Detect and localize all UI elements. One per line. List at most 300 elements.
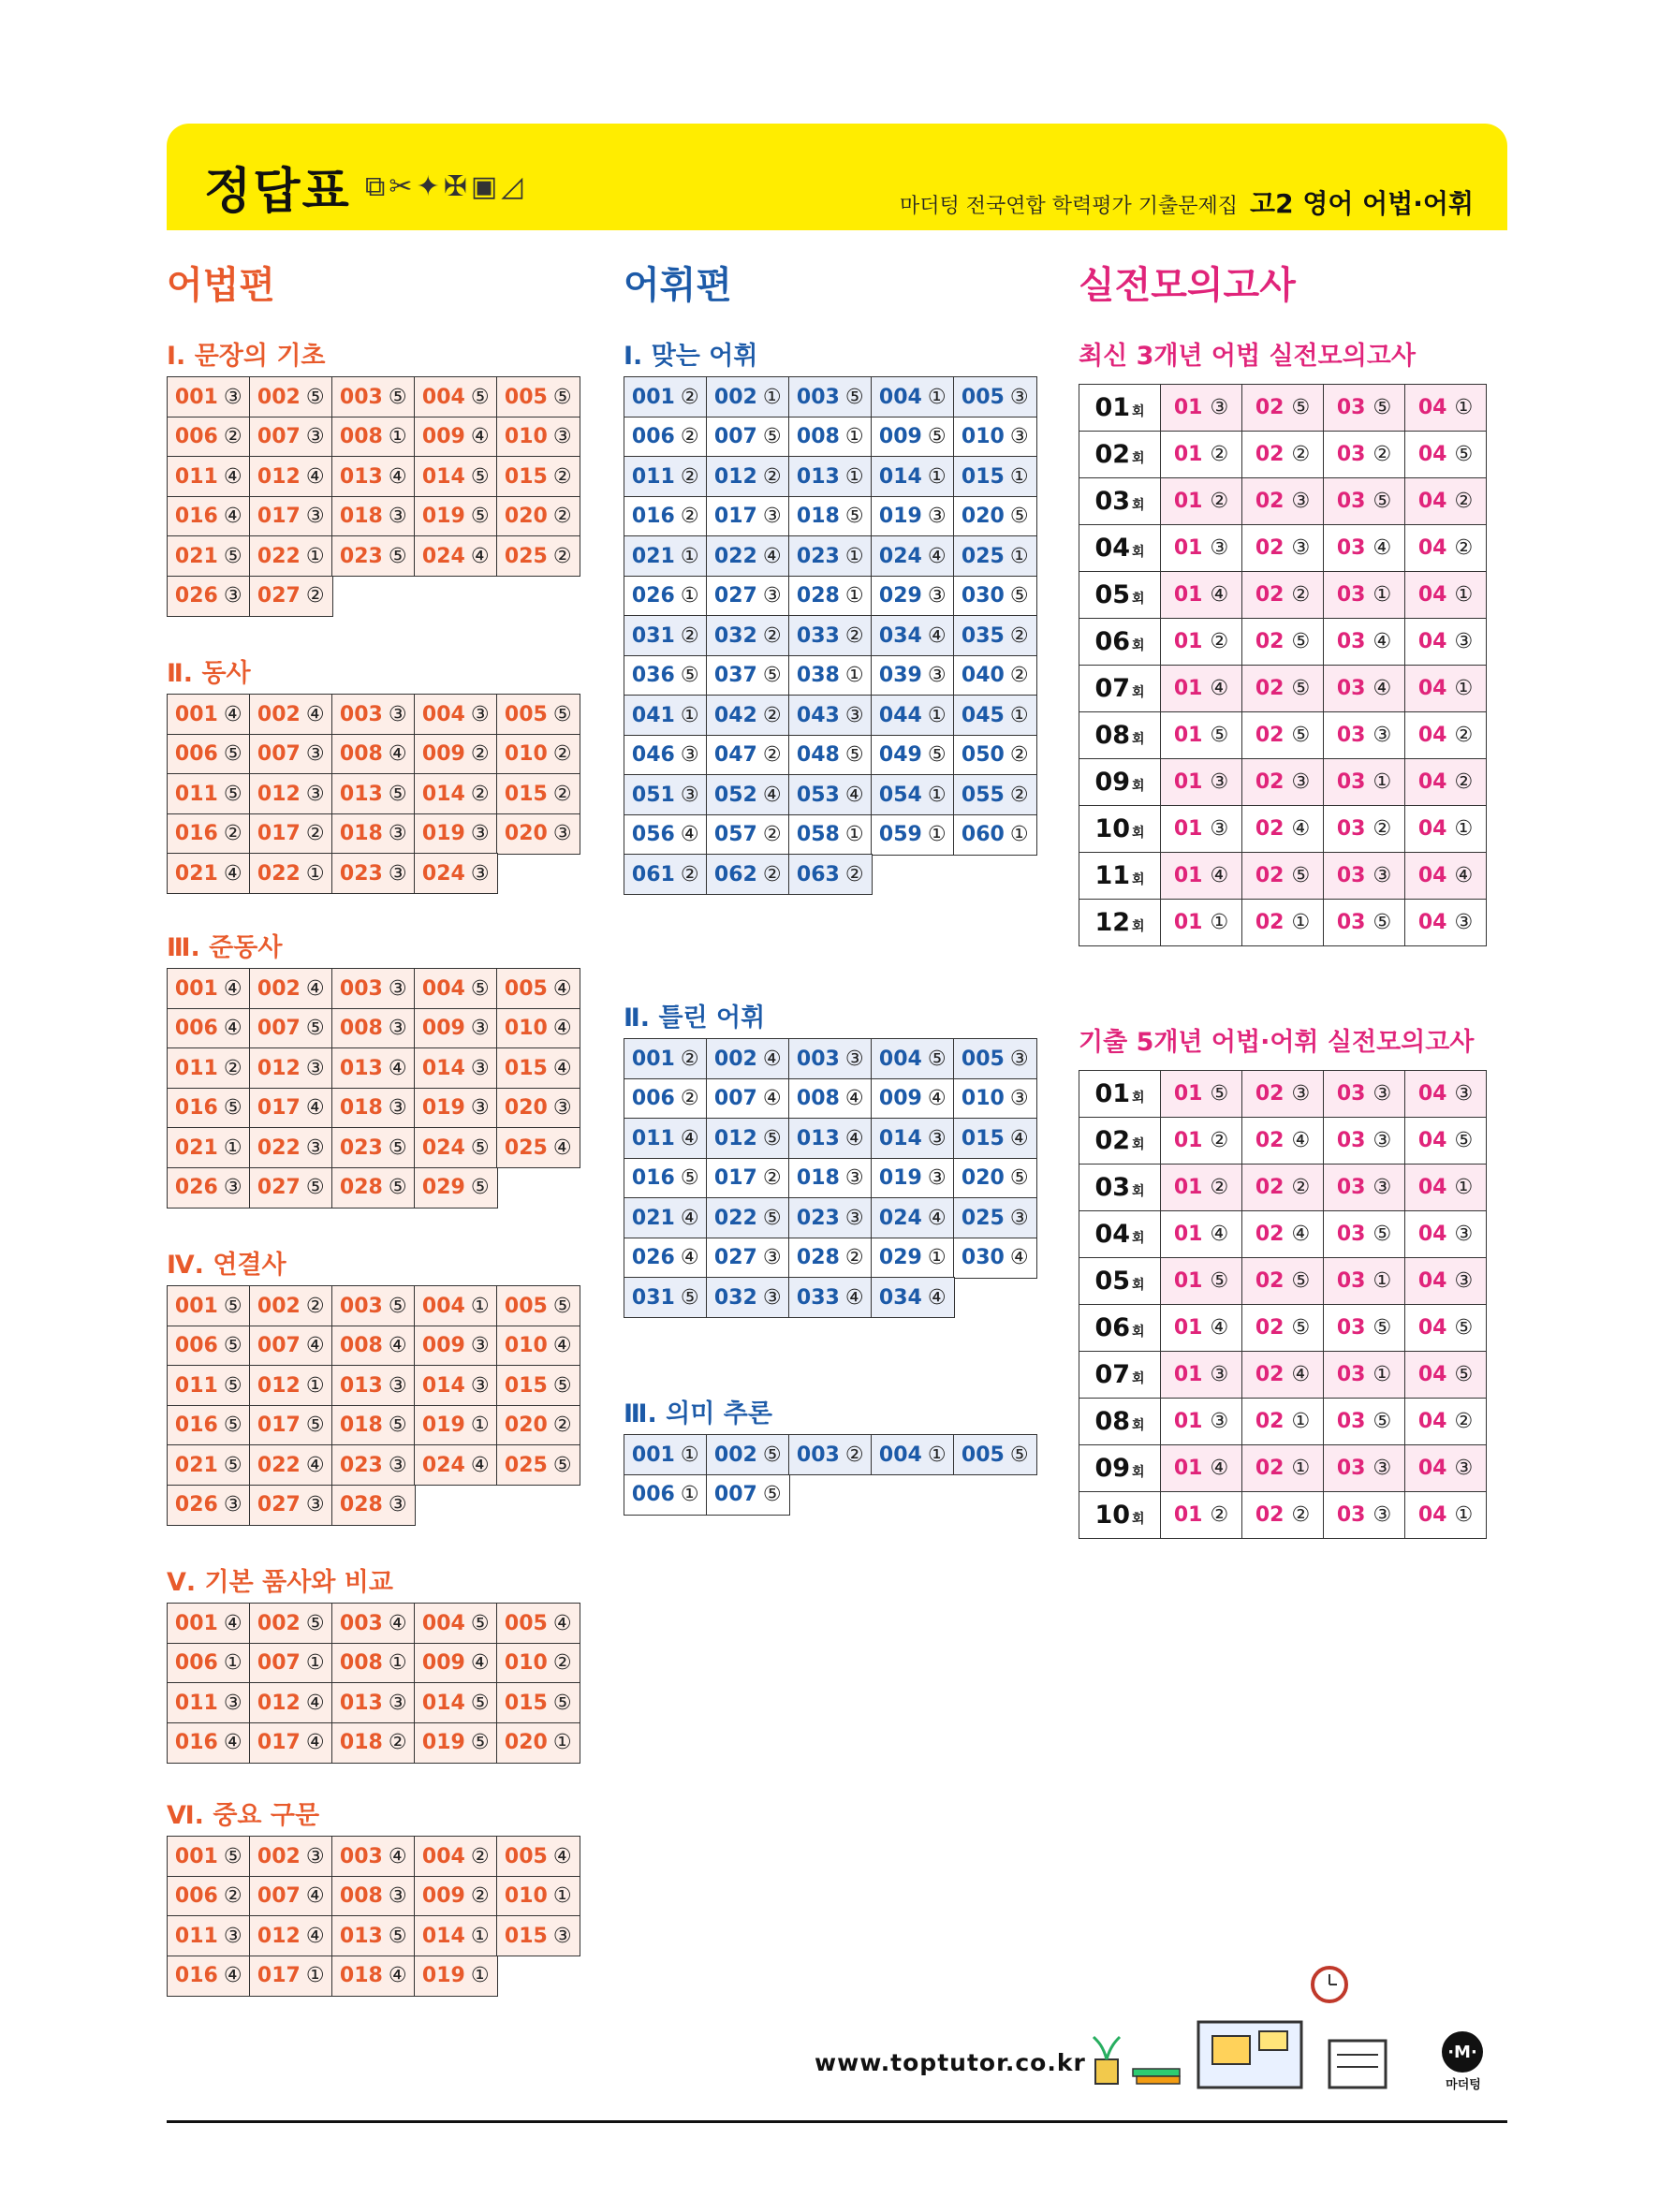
answer-choice: ② [844,862,864,886]
answer-cell [624,854,708,895]
answer-cell [167,496,251,537]
question-number: 011 [174,782,218,806]
tools-icon: ✂ [389,170,413,203]
question-number: 011 [174,1373,218,1398]
answer-cell [496,1405,580,1446]
answer-choice: ③ [927,664,947,687]
question-number: 026 [631,1246,675,1269]
answer-cell [953,774,1037,815]
question-number: 04 [1417,630,1447,653]
answer-cell [871,576,955,617]
question-number: 062 [713,862,757,886]
round-number: 03 [1094,1173,1131,1202]
study-desk-illustration [1086,1966,1423,2097]
answer-cell [788,376,873,417]
question-number: 014 [878,464,922,489]
round-number: 10 [1094,814,1131,843]
answer-cell [496,417,580,458]
answer-choice: ④ [223,702,242,726]
answer-choice: ④ [305,1691,325,1715]
footer-url[interactable]: www.toptutor.co.kr [815,2049,1086,2076]
question-number: 015 [504,1924,548,1948]
question-number: 012 [257,1056,301,1080]
question-number: 047 [713,743,757,767]
round-label [1079,1305,1161,1352]
exam-answer-table [1079,1070,1487,1539]
answer-cell [249,1956,333,1997]
answer-choice: ④ [552,1135,572,1160]
question-number: 005 [961,1443,1005,1467]
question-number: 058 [796,823,840,846]
question-number: 011 [631,464,675,489]
logo-label: 마더텅 [1446,2078,1481,2092]
question-number: 012 [713,464,757,489]
answer-choice: ③ [470,861,490,886]
answer-cell [1242,1352,1324,1399]
answer-choice: ② [844,623,864,648]
answer-cell [1405,525,1487,572]
answer-choice: ④ [680,1246,699,1269]
question-number: 013 [339,782,383,806]
answer-cell [496,535,580,577]
answer-choice: ① [1009,464,1029,489]
answer-cell [871,1118,955,1159]
answer-cell [167,535,251,577]
answer-choice: ③ [305,742,325,766]
question-number: 052 [713,783,757,807]
answer-choice: ⑤ [388,1176,407,1199]
answer-cell [706,417,790,458]
round-label [1079,1118,1161,1165]
answer-choice: ① [680,544,699,568]
answer-choice: ③ [1291,490,1311,513]
answer-choice: ② [305,584,325,608]
answer-choice: ⑤ [552,1691,572,1715]
answer-choice: ③ [1373,864,1392,887]
book-icon [1329,2041,1386,2087]
book-series: 마더텅 전국연합 학력평가 기출문제집 [900,195,1239,218]
answer-choice: ② [680,464,699,489]
round-number: 05 [1094,580,1131,609]
answer-cell [249,1722,333,1764]
answer-cell [331,734,416,775]
answer-choice: ① [1373,770,1392,794]
answer-choice: ④ [680,1126,699,1150]
question-number: 04 [1417,911,1447,934]
question-number: 002 [713,385,757,409]
answer-choice: ④ [1210,1316,1229,1340]
question-number: 014 [421,1373,465,1398]
question-number: 004 [421,385,465,409]
answer-cell [167,813,251,855]
answer-choice: ⑤ [1454,443,1474,466]
question-number: 005 [961,1047,1005,1071]
answer-choice: ② [223,1884,242,1908]
question-number: 026 [174,1176,218,1199]
question-number: 02 [1255,1223,1285,1246]
answer-cell [496,1876,580,1917]
answer-cell [706,1434,790,1475]
answer-choice: ① [844,464,864,489]
exam-row [1079,385,1487,432]
answer-cell [496,456,580,497]
round-suffix: 회 [1132,1278,1145,1293]
question-number: 059 [878,823,922,846]
question-number: 018 [796,1166,840,1190]
answer-choice: ④ [305,1731,325,1754]
question-number: 007 [257,1017,301,1040]
answer-choice: ④ [388,1611,407,1635]
question-number: 001 [631,1443,675,1467]
answer-choice: ③ [223,1924,242,1948]
answer-choice: ① [680,1443,699,1467]
answer-cell [788,417,873,458]
answer-choice: ① [1291,911,1311,934]
answer-choice: ③ [762,1285,782,1310]
question-number: 018 [339,1096,383,1120]
question-number: 020 [504,1731,548,1754]
grammar-section-title: Ⅰ. 문장의 기초 [167,342,326,371]
round-label [1079,712,1161,759]
answer-cell [1242,1492,1324,1539]
question-number: 041 [631,703,675,727]
answer-choice: ⑤ [1373,396,1392,419]
answer-choice: ⑤ [762,664,782,687]
exam-row [1079,1352,1487,1399]
answer-choice: ⑤ [762,1126,782,1150]
question-number: 016 [174,505,218,528]
answer-choice: ④ [305,1453,325,1477]
answer-cell [624,1038,708,1079]
answer-cell [496,1915,580,1956]
answer-choice: ⑤ [1291,1316,1311,1340]
answer-cell [331,1836,416,1877]
question-number: 007 [257,1651,301,1675]
answer-choice: ③ [1291,1082,1311,1106]
round-label [1079,478,1161,525]
question-number: 01 [1173,1457,1203,1480]
answer-choice: ⑤ [305,1017,325,1040]
answer-choice: ② [388,1731,407,1754]
answer-choice: ④ [762,783,782,807]
answer-choice: ④ [844,1285,864,1310]
answer-choice: ② [844,1443,864,1467]
round-label [1079,1492,1161,1539]
question-number: 04 [1417,1457,1447,1480]
answer-cell [249,968,333,1009]
answer-cell [624,774,708,815]
exam-section-title: 기출 5개년 어법·어휘 실전모의고사 [1079,1028,1475,1057]
round-label [1079,853,1161,900]
answer-choice: ④ [305,702,325,726]
question-number: 020 [961,505,1005,528]
question-number: 04 [1417,396,1447,419]
answer-choice: ⑤ [552,702,572,726]
answer-cell [953,576,1037,617]
question-number: 03 [1336,396,1366,419]
book-title: 고2 영어 어법·어휘 [1250,188,1474,219]
answer-cell [624,1158,708,1199]
answer-cell [624,615,708,656]
answer-choice: ③ [552,1924,572,1948]
grammar-section-title: Ⅵ. 중요 구문 [167,1801,320,1830]
answer-choice: ⑤ [552,1453,572,1477]
answer-cell [871,496,955,537]
answer-choice: ④ [927,1285,947,1310]
question-number: 014 [421,782,465,806]
round-number: 06 [1094,1313,1131,1342]
answer-cell [1242,1399,1324,1445]
answer-choice: ③ [305,1844,325,1868]
answer-cell [1161,666,1242,712]
question-number: 050 [961,743,1005,767]
question-number: 021 [174,1135,218,1160]
question-number: 03 [1336,911,1366,934]
answer-cell [871,1158,955,1199]
answer-cell [249,1008,333,1049]
answer-cell [414,1405,498,1446]
exam-row [1079,1071,1487,1118]
answer-choice: ① [1454,396,1474,419]
question-number: 04 [1417,1129,1447,1152]
question-number: 022 [713,544,757,568]
round-number: 06 [1094,627,1131,656]
answer-choice: ⑤ [388,782,407,806]
answer-choice: ① [470,1294,490,1318]
question-number: 012 [257,1691,301,1715]
answer-cell [624,1277,708,1318]
question-number: 030 [961,1246,1005,1269]
answer-cell [624,1434,708,1475]
answer-choice: ④ [1009,1246,1029,1269]
answer-choice: ③ [305,782,325,806]
answer-cell [496,1047,580,1089]
answer-choice: ④ [223,861,242,886]
signpost-icon: ✠ [443,170,467,203]
answer-cell [414,1643,498,1684]
answer-cell [1161,1492,1242,1539]
answer-cell [249,456,333,497]
answer-cell [414,417,498,458]
question-number: 002 [257,385,301,409]
answer-choice: ③ [927,505,947,528]
answer-choice: ④ [552,1611,572,1635]
answer-choice: ⑤ [223,544,242,568]
answer-choice: ③ [1210,770,1229,794]
answer-cell [1242,619,1324,666]
answer-choice: ⑤ [680,1166,699,1190]
question-number: 02 [1255,677,1285,700]
answer-choice: ② [680,1047,699,1071]
answer-cell [1324,1258,1405,1305]
question-number: 004 [421,702,465,726]
answer-choice: ⑤ [844,505,864,528]
answer-cell [1324,1118,1405,1165]
question-number: 029 [878,1246,922,1269]
answer-choice: ① [844,664,864,687]
question-number: 017 [713,1166,757,1190]
answer-cell [496,1682,580,1723]
answer-choice: ② [762,743,782,767]
question-number: 016 [631,1166,675,1190]
answer-choice: ④ [680,823,699,846]
answer-choice: ② [762,1166,782,1190]
question-number: 021 [631,1206,675,1230]
answer-choice: ③ [305,425,325,448]
question-number: 02 [1255,1176,1285,1199]
question-number: 024 [421,861,465,886]
exam-row [1079,478,1487,525]
answer-choice: ③ [1373,1082,1392,1106]
answer-choice: ② [1373,817,1392,841]
question-number: 007 [257,425,301,448]
round-suffix: 회 [1132,732,1145,747]
answer-cell [1161,1258,1242,1305]
answer-cell [788,1238,873,1279]
answer-cell [414,813,498,855]
question-number: 012 [257,1373,301,1398]
answer-choice: ⑤ [223,1373,242,1398]
round-label [1079,759,1161,806]
answer-choice: ⑤ [1291,396,1311,419]
answer-cell [167,1088,251,1129]
answer-cell [1161,385,1242,432]
question-number: 007 [257,742,301,766]
question-number: 006 [174,1017,218,1040]
question-number: 003 [339,702,383,726]
answer-choice: ① [680,703,699,727]
round-suffix: 회 [1132,1418,1145,1433]
question-number: 018 [339,1964,383,1987]
answer-cell [1242,759,1324,806]
answer-cell [706,1078,790,1120]
answer-choice: ⑤ [680,1285,699,1310]
question-number: 003 [796,1047,840,1071]
exam-column-title: 실전모의고사 [1079,264,1296,307]
question-number: 019 [421,1964,465,1987]
answer-choice: ④ [1210,583,1229,607]
question-number: 02 [1255,1316,1285,1340]
answer-cell [624,1118,708,1159]
answer-cell [871,1197,955,1238]
answer-cell [1405,806,1487,853]
answer-cell [249,1047,333,1089]
question-number: 006 [631,1483,675,1506]
question-number: 01 [1173,864,1203,887]
answer-cell [624,376,708,417]
answer-choice: ③ [1210,817,1229,841]
question-number: 034 [878,623,922,648]
answer-choice: ③ [1009,1206,1029,1230]
question-number: 008 [339,1651,383,1675]
question-number: 023 [796,1206,840,1230]
answer-cell [1324,1445,1405,1492]
answer-cell [331,1326,416,1367]
question-number: 037 [713,664,757,687]
answer-choice: ⑤ [223,1334,242,1357]
question-number: 04 [1417,443,1447,466]
question-number: 014 [421,464,465,489]
answer-cell [1161,1305,1242,1352]
round-suffix: 회 [1132,1184,1145,1199]
answer-choice: ③ [927,1166,947,1190]
answer-cell [1161,1165,1242,1211]
round-number: 01 [1094,393,1131,422]
answer-choice: ② [1291,1176,1311,1199]
answer-cell [414,1008,498,1049]
answer-cell [706,735,790,776]
question-number: 012 [257,782,301,806]
question-number: 04 [1417,583,1447,607]
question-number: 025 [504,1135,548,1160]
answer-choice: ③ [223,1176,242,1199]
answer-cell [1324,619,1405,666]
answer-choice: ⑤ [305,1611,325,1635]
answer-choice: ③ [1454,630,1474,653]
question-number: 034 [878,1285,922,1310]
answer-cell [1324,806,1405,853]
exam-row [1079,1165,1487,1211]
question-number: 01 [1173,1176,1203,1199]
answer-cell [496,1127,580,1168]
question-number: 009 [421,1017,465,1040]
answer-cell [1405,478,1487,525]
question-number: 01 [1173,770,1203,794]
answer-cell [414,853,498,894]
answer-choice: ④ [927,544,947,568]
answer-cell [167,1405,251,1446]
answer-cell [953,535,1037,577]
question-number: 055 [961,783,1005,807]
grammar-section-title: Ⅱ. 동사 [167,659,251,688]
answer-cell [167,1167,251,1209]
grammar-answer-grid [167,968,579,1207]
answer-choice: ③ [388,1453,407,1477]
question-number: 020 [961,1166,1005,1190]
answer-choice: ③ [223,584,242,608]
question-number: 006 [174,425,218,448]
answer-cell [414,1915,498,1956]
answer-choice: ⑤ [388,1135,407,1160]
banner-subtitle [900,183,1474,221]
answer-cell [1324,666,1405,712]
answer-cell [788,496,873,537]
answer-choice: ② [1009,664,1029,687]
question-number: 004 [421,1294,465,1318]
answer-choice: ① [927,703,947,727]
question-number: 013 [339,1373,383,1398]
answer-cell [871,1277,955,1318]
answer-choice: ⑤ [1454,1129,1474,1152]
answer-choice: ② [1454,724,1474,747]
answer-choice: ④ [552,1334,572,1357]
answer-choice: ③ [1210,396,1229,419]
answer-choice: ⑤ [470,1176,490,1199]
question-number: 020 [504,1414,548,1437]
answer-cell [1242,385,1324,432]
question-number: 03 [1336,1503,1366,1527]
answer-cell [331,535,416,577]
answer-cell [331,417,416,458]
question-number: 053 [796,783,840,807]
answer-choice: ① [844,425,864,448]
answer-cell [331,1167,416,1209]
round-label [1079,806,1161,853]
answer-cell [331,1008,416,1049]
question-number: 016 [174,1731,218,1754]
answer-cell [1242,1165,1324,1211]
question-number: 011 [174,1924,218,1948]
